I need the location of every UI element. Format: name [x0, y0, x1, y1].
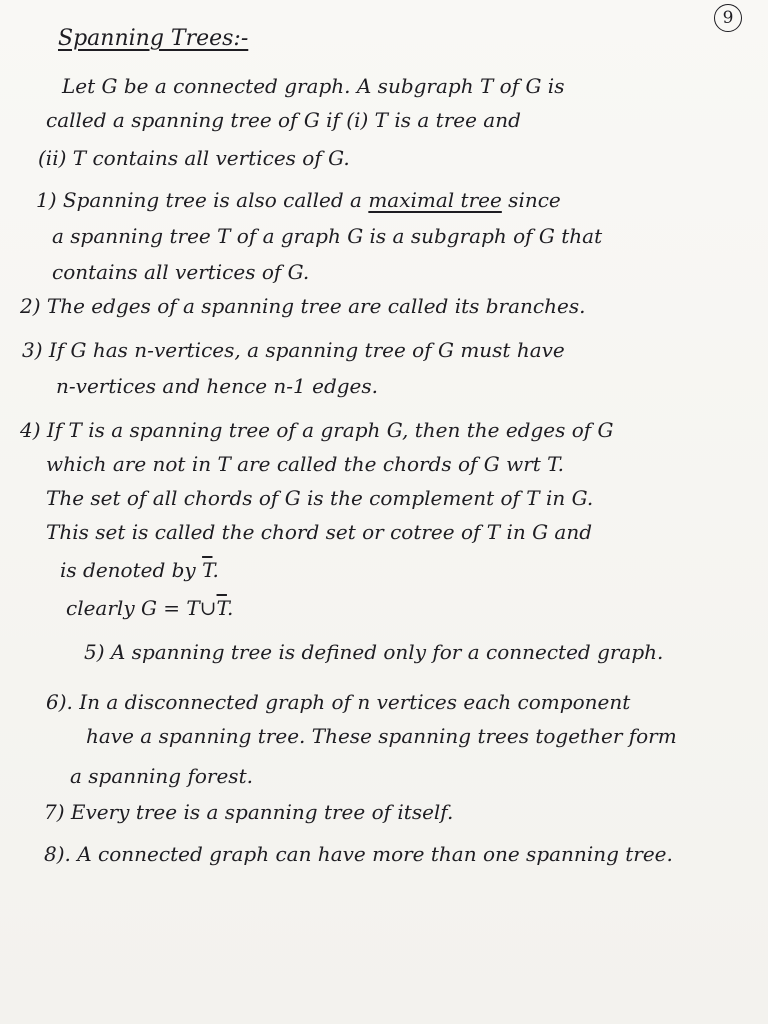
- point-4-line-2: which are not in T are called the chords of G wrt T.: [46, 452, 564, 476]
- point-2-line-1: 2) The edges of a spanning tree are called its branches.: [20, 294, 586, 318]
- point-1-text-a: 1) Spanning tree is also called a: [36, 188, 369, 212]
- maximal-tree-term: maximal tree: [368, 188, 502, 212]
- point-1-text-b: since: [501, 188, 561, 212]
- point-3-line-1: 3) If G has n-vertices, a spanning tree of G must have: [22, 338, 565, 362]
- page-title-text: Spanning Trees:-: [58, 26, 249, 51]
- point-4-line-6-end: .: [226, 596, 234, 620]
- point-4-line-6: [66, 594, 233, 622]
- t-bar-symbol: $\overline{T}$: [202, 558, 213, 582]
- point-4-line-5-end: .: [212, 558, 219, 582]
- point-4-line-6-text: clearly G = T∪: [66, 596, 217, 620]
- page-number: 9: [714, 4, 742, 32]
- point-3-line-2: n-vertices and hence n-1 edges.: [56, 374, 379, 398]
- point-4-line-1: 4) If T is a spanning tree of a graph G, then the edges of G: [20, 418, 614, 442]
- point-8-line-1: 8). A connected graph can have more than one spanning tree.: [44, 842, 673, 866]
- page-title: [58, 26, 248, 51]
- point-1-line-2: a spanning tree T of a graph G is a subgraph of G that: [52, 224, 603, 248]
- definition-line-1: Let G be a connected graph. A subgraph T of G is: [62, 74, 565, 98]
- point-4-line-3: The set of all chords of G is the complement of T in G.: [46, 486, 594, 510]
- point-7-line-1: 7) Every tree is a spanning tree of itself.: [44, 800, 454, 824]
- point-6-line-1: 6). In a disconnected graph of n vertices each component: [46, 690, 631, 714]
- definition-line-3: (ii) T contains all vertices of G.: [38, 146, 350, 170]
- point-1-line-1: [36, 186, 561, 214]
- point-4-line-5-text: is denoted by: [60, 558, 203, 582]
- point-4-line-5: [60, 556, 219, 584]
- point-6-line-2: have a spanning tree. These spanning trees together form: [86, 724, 677, 748]
- point-4-line-4: This set is called the chord set or cotree of T in G and: [46, 520, 593, 544]
- point-1-line-3: contains all vertices of G.: [52, 260, 310, 284]
- t-bar-symbol-2: $\overline{T}$: [216, 596, 227, 620]
- definition-line-2: called a spanning tree of G if (i) T is a tree and: [46, 108, 521, 132]
- point-6-line-3: a spanning forest.: [70, 764, 253, 788]
- point-5-line-1: 5) A spanning tree is defined only for a connected graph.: [84, 640, 664, 664]
